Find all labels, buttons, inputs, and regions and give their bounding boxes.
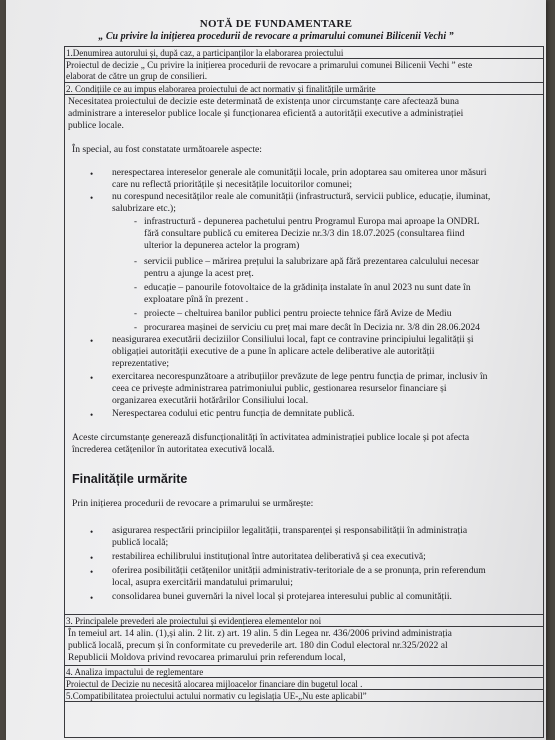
dash-marker: - bbox=[134, 322, 137, 332]
bullet-icon: • bbox=[90, 410, 94, 420]
divider bbox=[64, 701, 544, 702]
aspect-line: neasigurarea executării deciziilor Consiliului local, fapt ce contravine principiului legalității și bbox=[112, 334, 474, 345]
section2-intro-line: administrare a intereselor publice locale și funcționarea eficientă a autorității executive a administrației bbox=[68, 108, 464, 119]
detail-line: ulterior la depunerea actelor la program) bbox=[144, 240, 300, 251]
finality-line: restabilirea echilibrului instituțional între autoritatea deliberativă și cea executivă; bbox=[112, 551, 426, 562]
aspect-line: organizarea executării hotărârilor Consiliului local. bbox=[112, 395, 309, 406]
section1-header: 1.Denumirea autorului și, după caz, a participanților la elaborarea proiectului bbox=[66, 48, 344, 58]
finalities-heading: Finalitățile urmărite bbox=[72, 472, 188, 486]
aspects-intro: În special, au fost constatate următoarele aspecte: bbox=[72, 144, 262, 155]
aspect-line: exercitarea necorespunzătoare a atribuțiilor prevăzute de lege pentru funcția de primar, inclusiv în bbox=[112, 371, 488, 382]
section2-header: 2. Condițiile ce au impus elaborarea proiectului de act normativ și finalitățile urmărite bbox=[66, 84, 376, 94]
section1-line: elaborat de către un grup de consilieri. bbox=[66, 71, 208, 81]
dash-marker: - bbox=[134, 216, 137, 226]
section2-intro-line: publice locale. bbox=[68, 120, 124, 131]
divider bbox=[64, 626, 544, 627]
finality-line: local, asupra exercitării mandatului primarului; bbox=[112, 577, 293, 588]
bullet-icon: • bbox=[90, 593, 94, 603]
document-subtitle: „ Cu privire la inițierea procedurii de revocare a primarului comunei Bilicenii Vechi ” bbox=[98, 31, 454, 42]
detail-line: fără consultare publică cu emiterea Decizie nr.3/3 din 18.07.2025 (consultarea fiind bbox=[144, 228, 465, 239]
detail-line: procurarea mașinei de serviciu cu preț mai mare decât în Decizia nr. 3/8 din 28.06.2024 bbox=[144, 322, 480, 333]
dash-marker: - bbox=[134, 308, 137, 318]
aspect-line: care nu reflectă prioritățile și necesitățile locuitorilor comunei; bbox=[112, 179, 353, 190]
section5-header: 5.Compatibilitatea proiectului actului normativ cu legislația UE-„Nu este aplicabil” bbox=[66, 691, 367, 701]
detail-line: pentru a ajunge la acest preț. bbox=[144, 268, 254, 279]
dash-marker: - bbox=[134, 256, 137, 266]
consequence-line: Aceste circumstanțe generează disfuncționalități în activitatea administrației publice locale și pot afecta bbox=[72, 432, 470, 443]
bullet-icon: • bbox=[90, 527, 94, 537]
aspect-line: Nerespectarea codului etic pentru funcția de demnitate publică. bbox=[112, 408, 355, 419]
bullet-icon: • bbox=[90, 567, 94, 577]
aspect-line: obligației autorității executive de a pune în aplicare actele deliberative ale autorității bbox=[112, 346, 435, 357]
aspect-line: nerespectarea intereselor generale ale comunității locale, prin adoptarea sau omiterea unor măsuri bbox=[112, 167, 487, 178]
bullet-icon: • bbox=[90, 553, 94, 563]
detail-line: exploatare pînă în prezent . bbox=[144, 294, 249, 305]
divider bbox=[64, 614, 544, 615]
aspect-line: reprezentative; bbox=[112, 358, 169, 369]
divider bbox=[64, 94, 544, 95]
finality-line: asigurarea respectării principiilor legalității, transparenței și responsabilității în administrația bbox=[112, 525, 468, 536]
section1-line: Proiectul de decizie „ Cu privire la inițierea procedurii de revocare a primarului comunei Bilicenii Vechi ” este bbox=[66, 60, 473, 70]
section3-line: Republicii Moldova privind revocarea primarului prin referendum local, bbox=[68, 652, 346, 663]
bullet-icon: • bbox=[90, 373, 94, 383]
divider bbox=[64, 665, 544, 666]
document-title: NOTĂ DE FUNDAMENTARE bbox=[199, 18, 353, 30]
finality-line: publică locală; bbox=[112, 537, 169, 548]
detail-line: educație – panourile fotovoltaice de la grădinița instalate în anul 2023 nu sunt date în bbox=[144, 282, 471, 293]
aspect-line: nu corespund necesităților reale ale comunității (infrastructură, servicii publice, educație, iluminat, bbox=[112, 191, 491, 202]
finalities-intro: Prin inițierea procedurii de revocare a primarului se urmărește: bbox=[72, 498, 314, 509]
detail-line: proiecte – cheltuirea banilor publici pentru proiecte tehnice fără Avize de Mediu bbox=[144, 308, 452, 319]
divider bbox=[64, 58, 544, 59]
aspect-line: salubrizare etc.); bbox=[112, 203, 176, 214]
consequence-line: încrederea cetățenilor în autoritatea executivă locală. bbox=[72, 444, 275, 455]
finality-line: consolidarea bunei guvernări la nivel local și protejarea interesului public al comunității. bbox=[112, 591, 452, 602]
aspect-line: ceea ce privește administrarea patrimoniului public, gestionarea resurselor financiare și bbox=[112, 383, 447, 394]
bullet-icon: • bbox=[90, 169, 94, 179]
divider bbox=[64, 689, 544, 690]
document-page bbox=[6, 0, 546, 740]
dash-marker: - bbox=[134, 282, 137, 292]
section4-header: 4. Analiza impactului de reglementare bbox=[66, 667, 204, 677]
divider bbox=[64, 677, 544, 678]
section2-intro-line: Necesitatea proiectului de decizie este determinată de existența unor circumstanțe care afectează buna bbox=[68, 96, 459, 107]
section3-header: 3. Principalele prevederi ale proiectului și evidențierea elementelor noi bbox=[66, 616, 322, 626]
bullet-icon: • bbox=[90, 336, 94, 346]
section3-line: publică locală, precum și în conformitate cu prevederile art. 180 din Codul electoral nr.325/2022 al bbox=[68, 640, 448, 651]
divider bbox=[64, 82, 544, 83]
detail-line: infrastructură - depunerea pachetului pentru Programul Europa mai aproape la ONDRL bbox=[144, 216, 480, 227]
bullet-icon: • bbox=[90, 193, 94, 203]
detail-line: servicii publice – mărirea prețului la salubrizare apă fără prezentarea calculului necesar bbox=[144, 256, 479, 267]
section3-line: În temeiul art. 14 alin. (1),și alin. 2 lit. z) art. 19 alin. 5 din Legea nr. 436/2006 privind administrația bbox=[68, 628, 452, 639]
section4-line: Proiectul de Decizie nu necesită alocarea mijloacelor financiare din bugetul local . bbox=[66, 679, 363, 689]
finality-line: oferirea posibilității cetățenilor unității administrativ-teritoriale de a se pronunța, prin referendum bbox=[112, 565, 486, 576]
